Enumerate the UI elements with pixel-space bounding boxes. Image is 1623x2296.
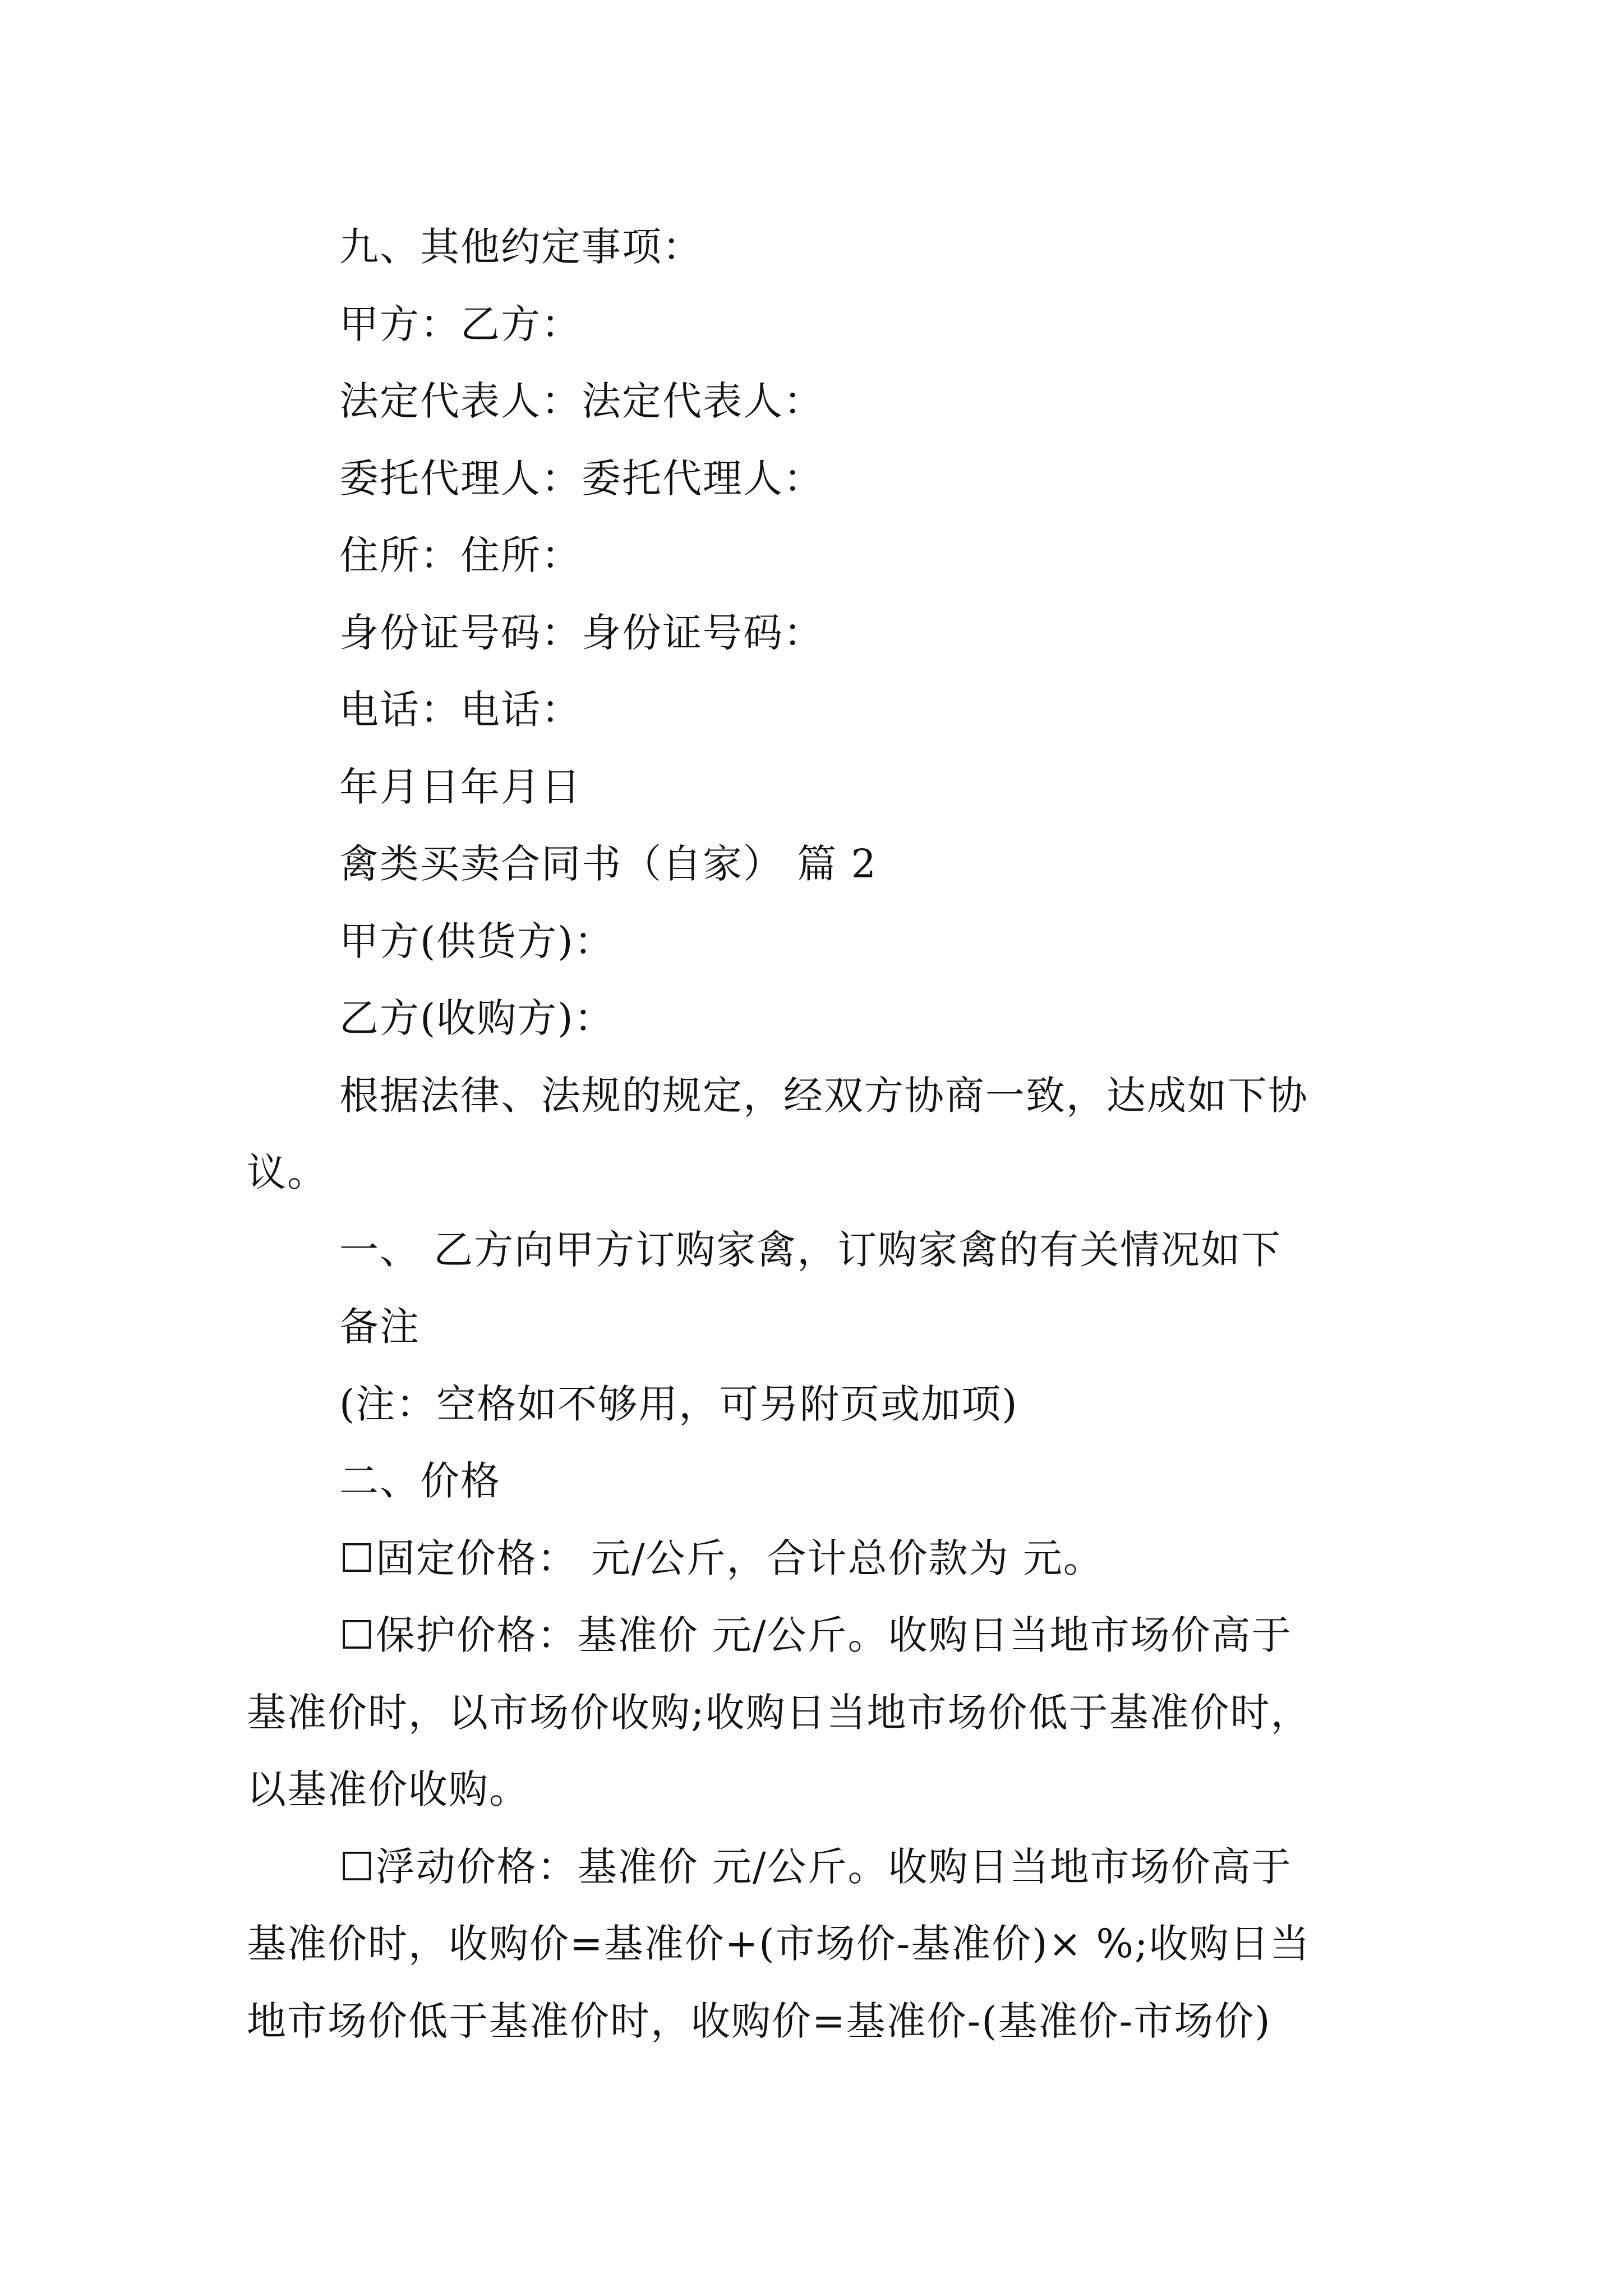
text-line: 法定代表人：法定代表人： [339,378,824,424]
text-line: 一、 乙方向甲方订购家禽，订购家禽的有关情况如下 [339,1227,1282,1273]
text-line: 议。 [247,1149,328,1195]
text-line: 基准价时，收购价=基准价+(市场价-基准价)× %;收购日当 [247,1921,1311,1967]
text-line: ☐固定价格： 元/公斤，合计总价款为 元。 [339,1535,1104,1581]
section-title: 禽类买卖合同书（自家） 篇 2 [339,841,878,887]
text-line: 基准价时，以市场价收购;收购日当地市场价低于基准价时， [247,1690,1311,1736]
text-line: 以基准价收购。 [247,1766,529,1812]
text-line: 电话：电话： [339,687,582,733]
section-heading: 二、价格 [339,1458,501,1504]
text-line: 备注 [339,1304,420,1350]
text-line: ☐保护价格：基准价 元/公斤。收购日当地市场价高于 [339,1612,1292,1658]
text-line: 根据法律、法规的规定，经双方协商一致，达成如下协 [339,1073,1308,1119]
text-line: 年月日年月日 [339,764,582,810]
text-line: 住所：住所： [339,532,582,578]
text-line: 地市场价低于基准价时，收购价=基准价-(基准价-市场价) [247,1998,1271,2044]
text-line: 乙方(收购方)： [339,995,615,1041]
text-line: 委托代理人：委托代理人： [339,455,824,501]
text-line: 身份证号码：身份证号码： [339,610,824,656]
text-line: ☐浮动价格：基准价 元/公斤。收购日当地市场价高于 [339,1844,1292,1890]
text-line: 甲方(供货方)： [339,918,615,964]
text-line: 九、其他约定事项： [339,224,703,270]
text-line: 甲方：乙方： [339,301,582,347]
text-line: (注：空格如不够用，可另附页或加项) [339,1381,1018,1427]
